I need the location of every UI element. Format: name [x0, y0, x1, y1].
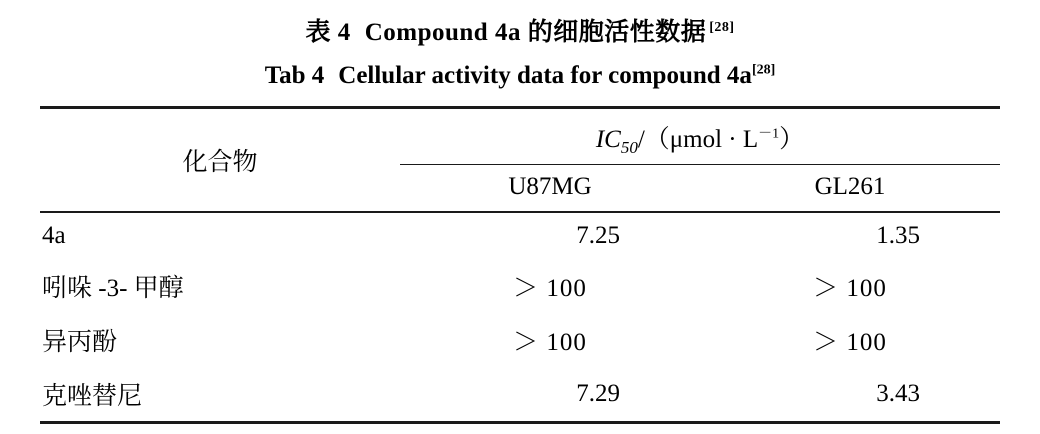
cell-gl261-value: 1.35	[876, 222, 920, 249]
caption-chinese-text: Compound 4a 的细胞活性数据	[364, 19, 707, 46]
cell-compound-name: 4a	[42, 222, 66, 249]
caption-chinese	[40, 0, 1000, 48]
cellular-activity-table	[40, 106, 1000, 424]
column-header-ic50-group	[400, 109, 1000, 165]
cell-gl261-value: ＞ 100	[813, 329, 887, 356]
caption-english-reference: [28]	[751, 62, 776, 78]
rule-segment	[400, 423, 700, 425]
column-header-compound: 化合物	[182, 149, 258, 176]
table-rule-bottom	[40, 423, 1000, 425]
cell-compound-name: 克唑替尼	[42, 383, 143, 410]
cell-gl261-value: ＞ 100	[813, 275, 887, 302]
rule-segment	[40, 423, 400, 425]
rule-segment	[700, 423, 1000, 425]
cell-compound-name: 异丙酚	[42, 329, 118, 356]
caption-chinese-reference: [28]	[709, 19, 735, 35]
caption-english-label: Tab 4	[264, 62, 325, 89]
ic50-unit: /（μmol · L	[637, 126, 759, 153]
cell-compound-name: 吲哚 -3- 甲醇	[42, 275, 184, 302]
table-row	[40, 213, 1000, 259]
ic50-unit-end: ）	[779, 126, 805, 153]
cell-u87mg-value: ＞ 100	[513, 329, 587, 356]
ic50-symbol: IC	[595, 126, 621, 153]
caption-chinese-label: 表 4	[305, 19, 351, 46]
cell-gl261-value: 3.43	[876, 380, 920, 407]
caption-english-text: Cellular activity data for compound 4a	[338, 62, 752, 89]
caption-english	[40, 48, 1000, 90]
table-header-row-group	[40, 109, 1000, 165]
ic50-unit-exponent: －1	[758, 126, 780, 142]
cell-u87mg-value: 7.29	[576, 380, 620, 407]
table-row	[40, 259, 1000, 313]
cell-u87mg-value: ＞ 100	[513, 275, 587, 302]
column-header-gl261: GL261	[814, 173, 886, 200]
ic50-subscript: 50	[620, 138, 638, 157]
column-header-u87mg: U87MG	[508, 173, 592, 200]
table-row	[40, 313, 1000, 367]
table-row	[40, 367, 1000, 423]
cell-u87mg-value: 7.25	[576, 222, 620, 249]
